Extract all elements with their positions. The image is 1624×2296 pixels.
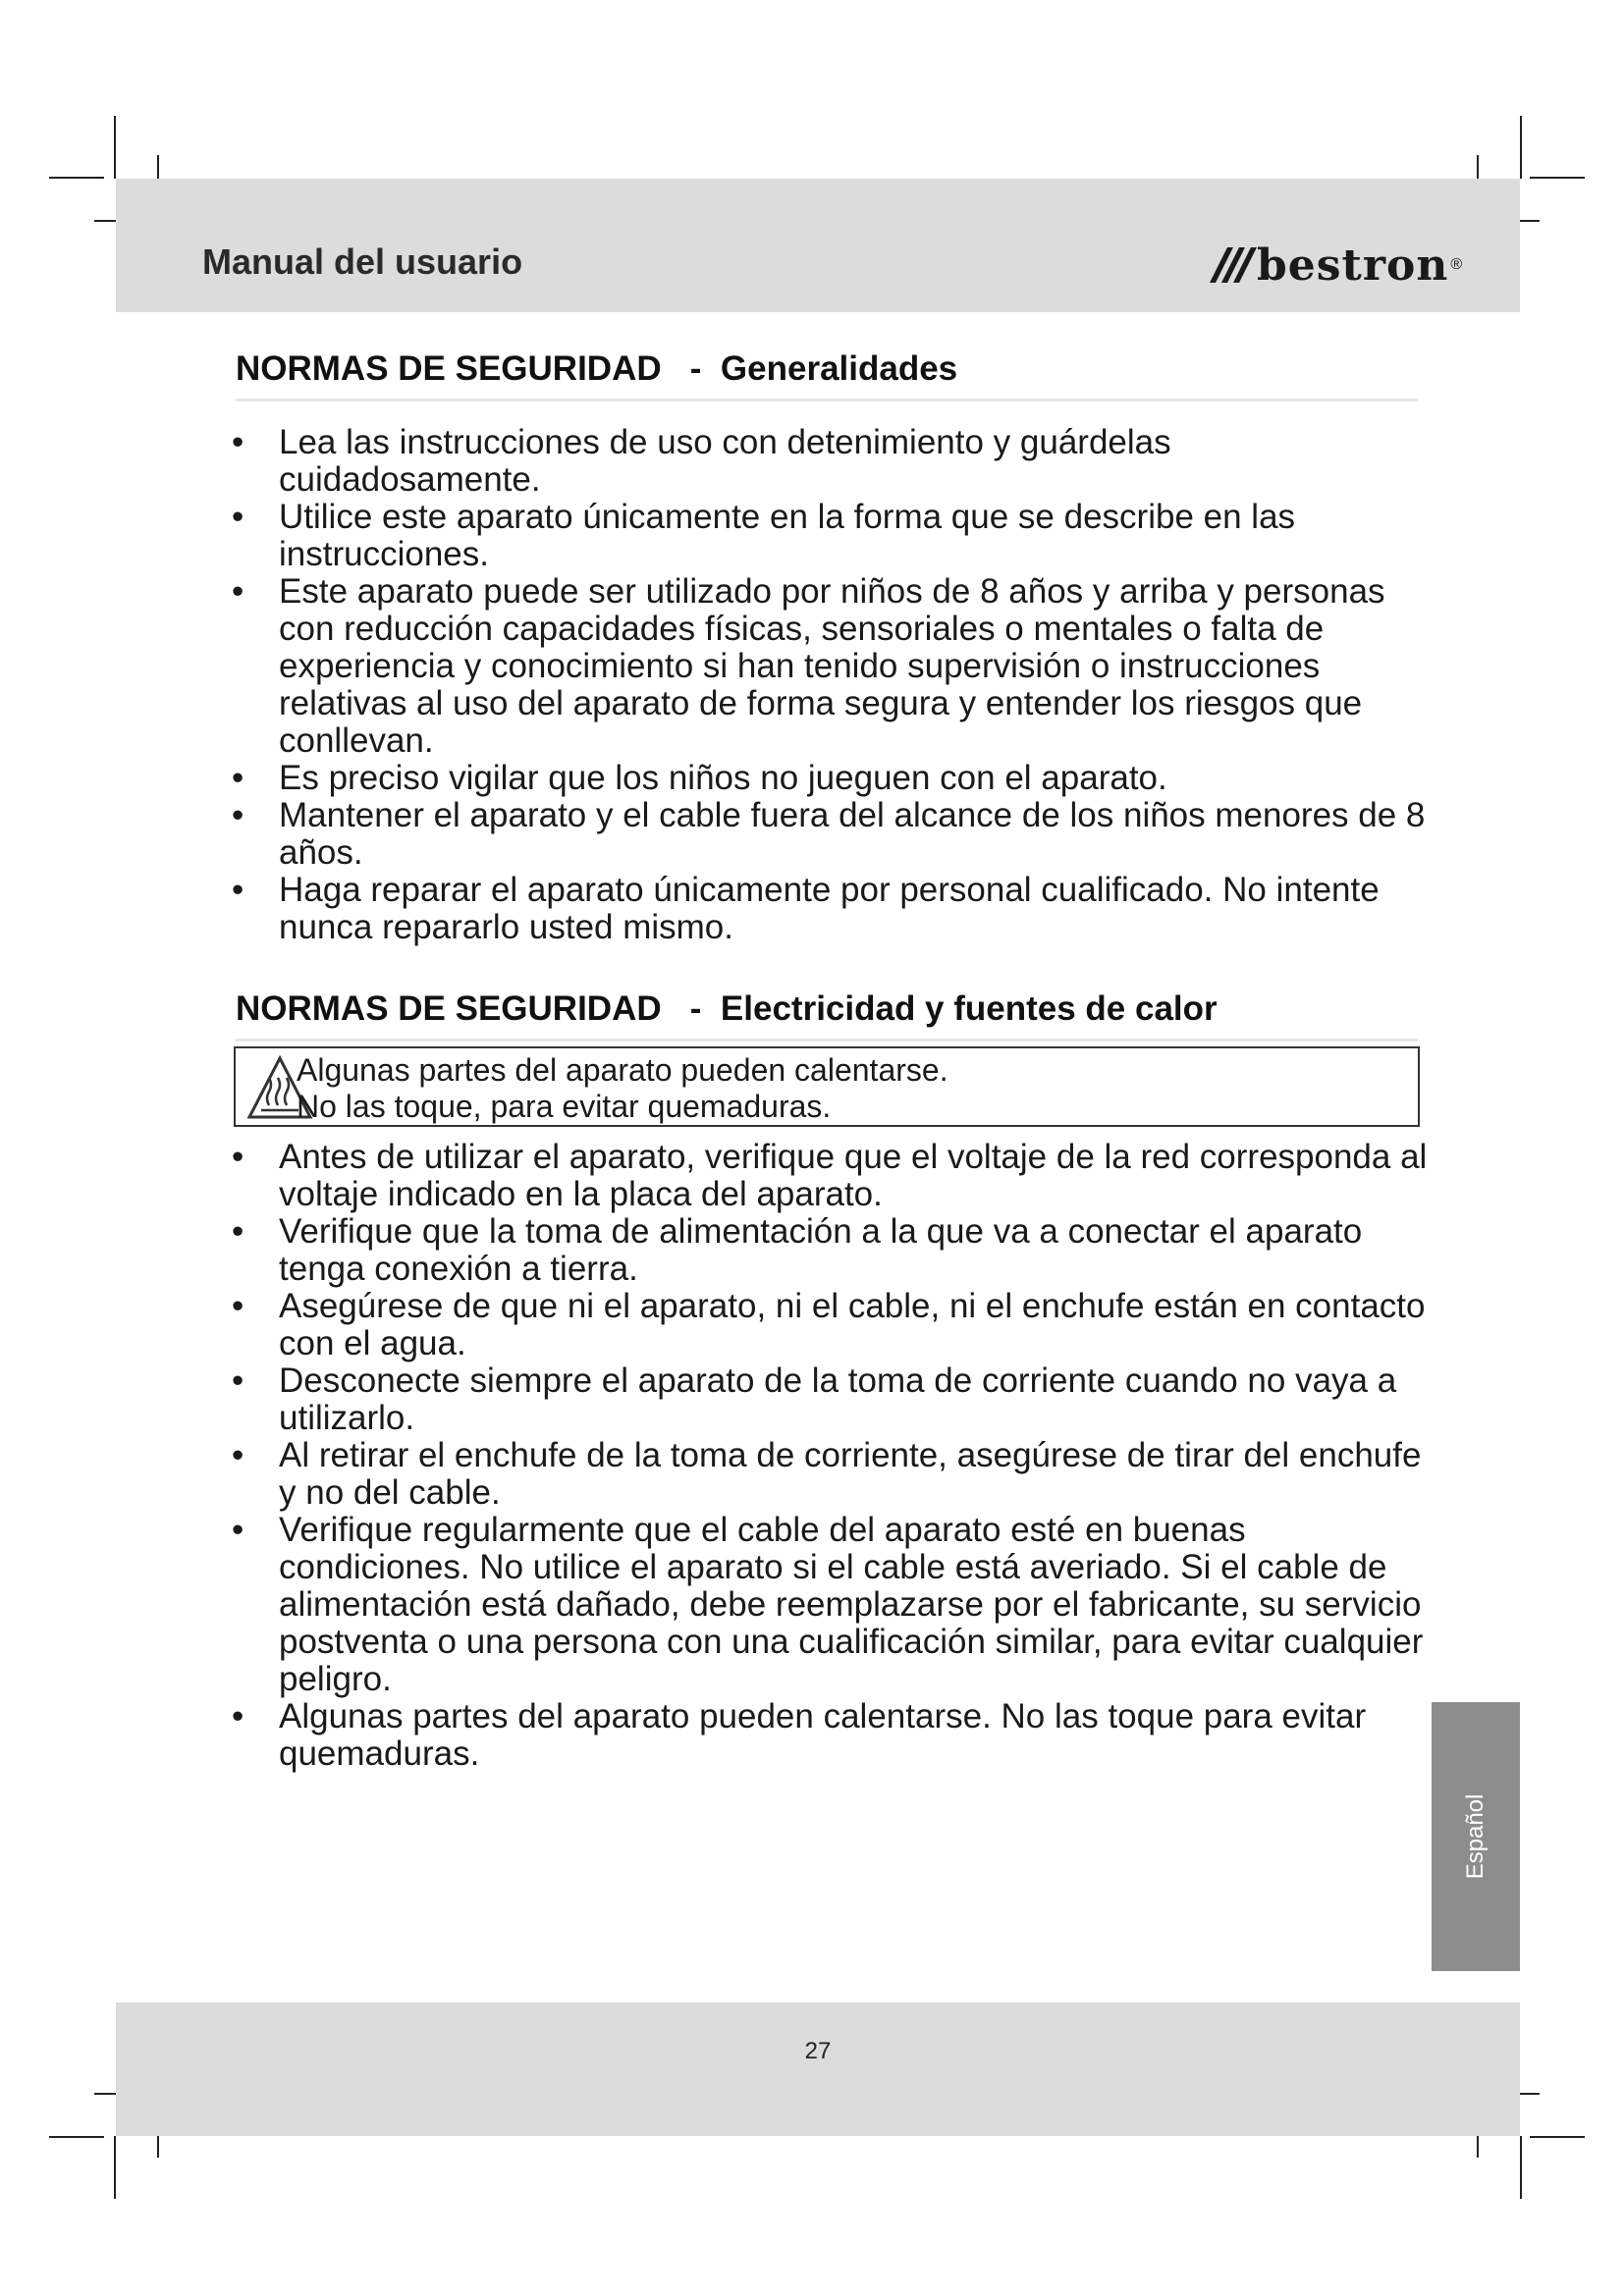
section-title-electricidad: NORMAS DE SEGURIDAD - Electricidad y fuentes de calor: [236, 989, 1418, 1041]
list-item: • Es preciso vigilar que los niños no jueguen con el aparato.: [226, 760, 1434, 797]
section-title-generalidades: NORMAS DE SEGURIDAD - Generalidades: [236, 349, 1418, 401]
list-item: • Verifique que la toma de alimentación a la que va a conectar el aparato tenga conexión a tierra.: [226, 1213, 1434, 1288]
crop-mark: [1520, 2136, 1522, 2199]
bullet-list-generalidades: [226, 424, 1434, 946]
list-item: • Verifique regularmente que el cable del aparato esté en buenas condiciones. No utilice el aparato si el cable está averiado. Si el cable de alimentación está dañado, debe reemplazarse por el fabricante, su servicio postventa o una persona con una cualificación similar, para evitar cualquier peligro.: [226, 1512, 1434, 1698]
crop-mark: [49, 177, 104, 179]
list-item: • Utilice este aparato únicamente en la forma que se describe en las instrucciones.: [226, 499, 1434, 573]
language-tab: [1432, 1702, 1520, 1971]
logo-text: bestron: [1257, 240, 1449, 291]
crop-mark: [49, 2136, 104, 2138]
warning-text: [297, 1052, 948, 1125]
bullet-list-electricidad: [226, 1139, 1434, 1773]
crop-mark: [114, 2136, 116, 2199]
footer-bar: [116, 2002, 1520, 2136]
registered-mark: ®: [1450, 256, 1463, 273]
warning-line: Algunas partes del aparato pueden calentarse.: [297, 1052, 948, 1088]
crop-mark: [1520, 116, 1522, 179]
crop-mark: [1530, 177, 1585, 179]
list-item: • Al retirar el enchufe de la toma de corriente, asegúrese de tirar del enchufe y no del cable.: [226, 1437, 1434, 1512]
list-item: • Este aparato puede ser utilizado por niños de 8 años y arriba y personas con reducción capacidades físicas, sensoriales o mentales o falta de experiencia y conocimiento si han tenido supervisión o instrucciones relativas al uso del aparato de forma segura y entender los riesgos que conllevan.: [226, 573, 1434, 760]
brand-logo: [1206, 236, 1462, 294]
logo-chevrons-icon: [1206, 243, 1257, 287]
language-label: Español: [1462, 1793, 1489, 1880]
list-item: • Desconecte siempre el aparato de la toma de corriente cuando no vaya a utilizarlo.: [226, 1362, 1434, 1437]
list-item: • Algunas partes del aparato pueden calentarse. No las toque para evitar quemaduras.: [226, 1698, 1434, 1773]
list-item: • Lea las instrucciones de uso con detenimiento y guárdelas cuidadosamente.: [226, 424, 1434, 499]
crop-mark: [114, 116, 116, 179]
list-item: • Antes de utilizar el aparato, verifique que el voltaje de la red corresponda al voltaje indicado en la placa del aparato.: [226, 1139, 1434, 1213]
page-number: 27: [804, 2038, 832, 2064]
page-title: Manual del usuario: [202, 241, 523, 282]
warning-box: [234, 1046, 1420, 1127]
list-item: • Haga reparar el aparato únicamente por personal cualificado. No intente nunca repararlo usted mismo.: [226, 872, 1434, 946]
warning-line: No las toque, para evitar quemaduras.: [297, 1089, 832, 1124]
list-item: • Asegúrese de que ni el aparato, ni el cable, ni el enchufe están en contacto con el agua.: [226, 1288, 1434, 1362]
crop-mark: [1530, 2136, 1585, 2138]
list-item: • Mantener el aparato y el cable fuera del alcance de los niños menores de 8 años.: [226, 797, 1434, 872]
